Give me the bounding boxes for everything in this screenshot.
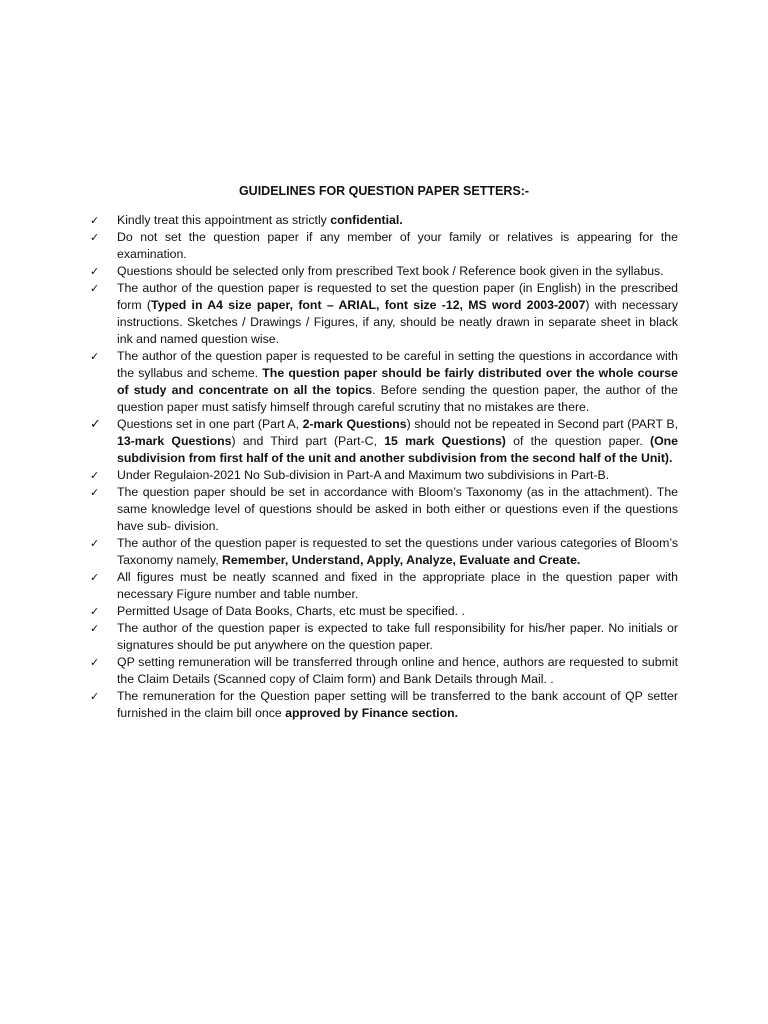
guideline-item xyxy=(88,569,678,603)
guideline-text-bold: 13-mark Questions xyxy=(117,434,232,448)
checkmark-icon: ✓ xyxy=(90,350,100,363)
guideline-text: The author of the question paper is expected to take full responsibility for his/her paper. No initials or signatures should be put anywhere on the question paper. xyxy=(117,621,678,652)
guideline-text: . Before sending the question paper, the author of the question paper must satisfy himself through careful scrutiny that no mistakes are there. xyxy=(117,383,678,414)
guideline-text-bold: confidential. xyxy=(330,213,403,227)
guideline-text: QP setting remuneration will be transferred through online and hence, authors are requested to submit the Claim Details (Scanned copy of Claim form) and Bank Details through Mail. . xyxy=(117,655,678,686)
checkmark-icon: ✓ xyxy=(90,571,100,584)
guideline-item xyxy=(88,416,678,467)
guideline-item xyxy=(88,603,678,620)
guideline-text: Under Regulaion-2021 No Sub-division in Part-A and Maximum two subdivisions in Part-B. xyxy=(117,468,610,482)
guideline-item xyxy=(88,263,678,280)
guideline-text: The question paper should be set in accordance with Bloom’s Taxonomy (as in the attachment). The same knowledge level of questions should be asked in both either or questions even if the questions have sub- division. xyxy=(117,485,678,533)
guideline-text: Questions set in one part (Part A, xyxy=(117,417,303,431)
guideline-text: of the question paper. xyxy=(505,434,650,448)
guideline-item xyxy=(88,535,678,569)
guideline-text: All figures must be neatly scanned and fixed in the appropriate place in the question paper with necessary Figure number and table number. xyxy=(117,570,678,601)
checkmark-icon: ✓ xyxy=(90,605,100,618)
guideline-text: The author of the question paper is requested to set the questions under various categories of Bloom’s Taxonomy namely, xyxy=(117,536,678,567)
guideline-item xyxy=(88,467,678,484)
guideline-item xyxy=(88,229,678,263)
guideline-text: Questions should be selected only from prescribed Text book / Reference book given in the syllabus. xyxy=(117,264,664,278)
guideline-text-bold: Remember, Understand, Apply, Analyze, Evaluate and Create. xyxy=(222,553,581,567)
guideline-text-bold: The question paper should be fairly distributed over the whole course of study and concentrate on all the topics xyxy=(117,366,678,397)
guideline-text-bold: approved by Finance section. xyxy=(285,706,459,720)
guideline-text-bold: 2-mark Questions xyxy=(302,417,407,431)
guideline-text: ) and Third part (Part-C, xyxy=(231,434,385,448)
guideline-item xyxy=(88,348,678,416)
checkmark-icon: ✓ xyxy=(90,690,100,703)
checkmark-icon: ✓ xyxy=(90,282,100,295)
guideline-text: The author of the question paper is requested to set the question paper (in English) in the prescribed form ( xyxy=(117,281,678,312)
guideline-item xyxy=(88,654,678,688)
checkmark-icon: ✓ xyxy=(90,417,101,432)
guideline-text: ) should not be repeated in Second part (PART B, xyxy=(406,417,678,431)
guideline-text-bold: 15 mark Questions) xyxy=(384,434,506,448)
checkmark-icon: ✓ xyxy=(90,486,100,499)
guidelines-list xyxy=(88,212,678,722)
checkmark-icon: ✓ xyxy=(90,656,100,669)
guideline-item xyxy=(88,688,678,722)
guideline-item xyxy=(88,280,678,348)
guideline-text: Do not set the question paper if any member of your family or relatives is appearing for the examination. xyxy=(117,230,678,261)
guideline-item xyxy=(88,620,678,654)
guideline-text-bold: (One subdivision from first half of the unit and another subdivision from the second half of the Unit). xyxy=(117,434,678,465)
guideline-text: Kindly treat this appointment as strictly xyxy=(117,213,331,227)
checkmark-icon: ✓ xyxy=(90,537,100,550)
page-title: GUIDELINES FOR QUESTION PAPER SETTERS:- xyxy=(238,184,530,198)
checkmark-icon: ✓ xyxy=(90,622,100,635)
guideline-text: ) with necessary instructions. Sketches / Drawings / Figures, if any, should be neatly drawn in separate sheet in black ink and named question wise. xyxy=(117,298,678,346)
guideline-text: The remuneration for the Question paper setting will be transferred to the bank account of QP setter furnished in the claim bill once xyxy=(117,689,678,720)
checkmark-icon: ✓ xyxy=(90,469,100,482)
guideline-text: The author of the question paper is requested to be careful in setting the questions in accordance with the syllabus and scheme. xyxy=(117,349,678,380)
checkmark-icon: ✓ xyxy=(90,231,100,244)
guideline-text: Permitted Usage of Data Books, Charts, etc must be specified. . xyxy=(117,604,465,618)
checkmark-icon: ✓ xyxy=(90,214,100,227)
guideline-item xyxy=(88,484,678,535)
guideline-text-bold: Typed in A4 size paper, font – ARIAL, font size -12, MS word 2003-2007 xyxy=(150,298,586,312)
guideline-item xyxy=(88,212,678,229)
checkmark-icon: ✓ xyxy=(90,265,100,278)
